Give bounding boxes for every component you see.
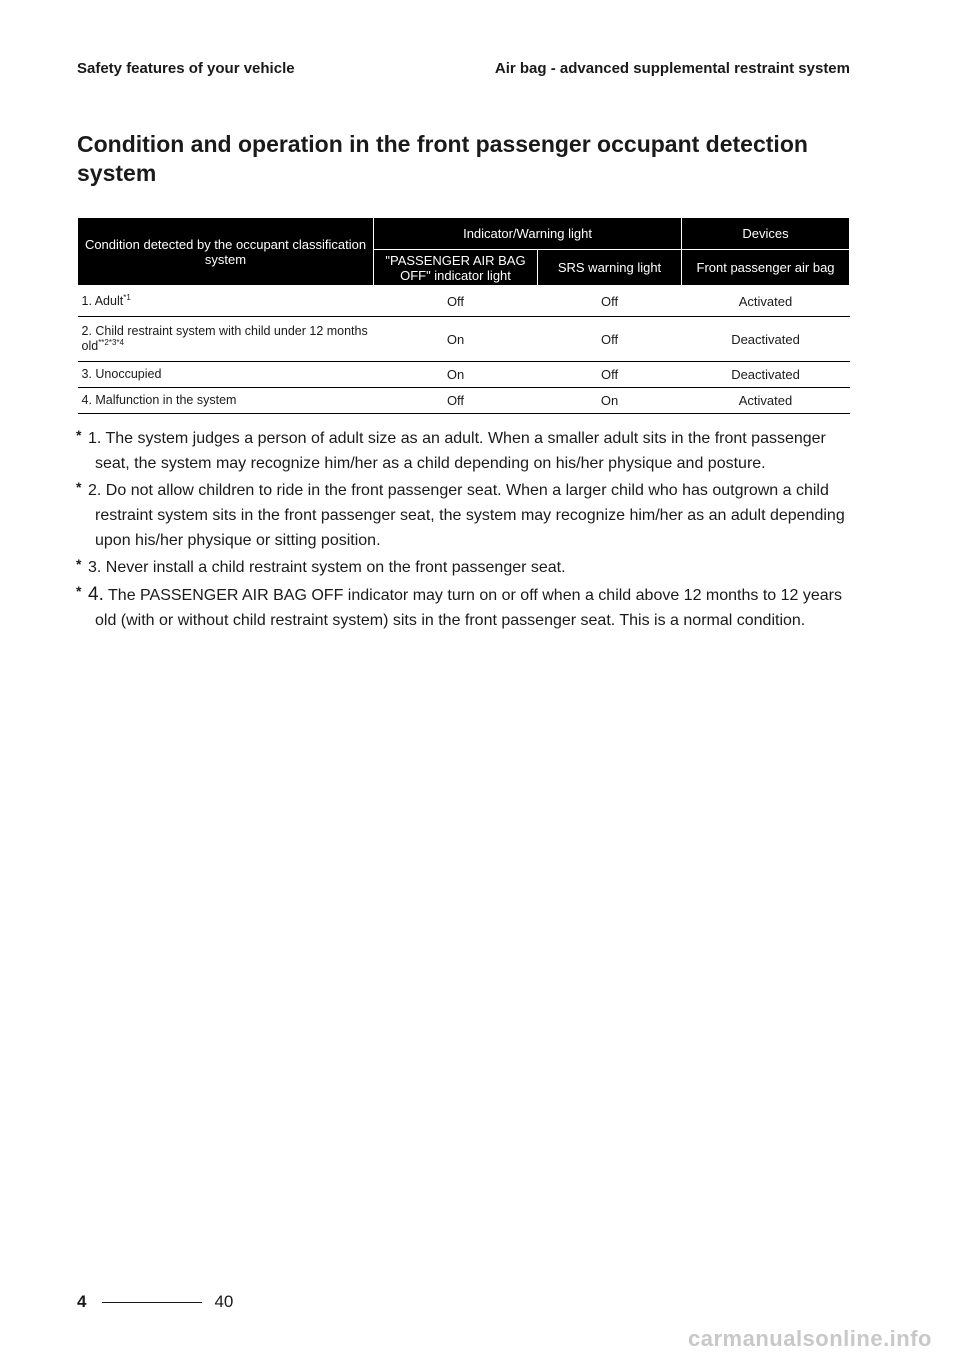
passenger-light-cell: Off [374,286,538,317]
footnote-text: The system judges a person of adult size as an adult. When a smaller adult sits in the front passenger seat, the system may recognize him/her as a child depending on his/her physique and posture. [95,430,826,472]
page-header [77,60,850,77]
asterisk: * [76,479,82,495]
page-title: Condition and operation in the front passenger occupant detection system [77,131,808,186]
condition-cell: 2. Child restraint system with child under 12 months old$^{**2*3*4}$ [78,317,374,362]
header-indicator-group: Indicator/Warning light [374,218,682,250]
srs-light-cell: On [538,388,682,414]
table-row [78,286,850,317]
watermark: carmanualsonline.info [688,1326,932,1351]
condition-cell: 3. Unoccupied [78,362,374,388]
header-devices-group: Devices [682,218,850,250]
footnotes [77,426,852,635]
footnote-text: Do not allow children to ride in the front passenger seat. When a larger child who has outgrown a child restraint system sits in the front passenger seat, the system may recognize him/her as an adult depending upon his/her physique or sitting position. [95,482,845,549]
header-passenger-light: "PASSENGER AIR BAG OFF" indicator light [374,250,538,286]
footnote-number: 2. [88,482,102,499]
airbag-cell: Activated [682,388,850,414]
table-row [78,317,850,362]
footnote-item [77,478,852,553]
chapter-number: 4 [77,1292,87,1311]
occupant-detection-table [77,217,850,414]
footnote-marker: *1 [123,292,131,302]
header-airbag: Front passenger air bag [682,250,850,286]
airbag-cell: Deactivated [682,317,850,362]
passenger-light-cell: Off [374,388,538,414]
header-condition: Condition detected by the occupant classification system [78,218,374,286]
footnote-number: 1. [88,430,102,447]
condition-cell: 1. Adult$^{*1}$ [78,286,374,317]
airbag-cell: Activated [682,286,850,317]
footnote-text: The PASSENGER AIR BAG OFF indicator may turn on or off when a child above 12 months to 12 years old (with or without child restraint system) sits in the front passenger seat. This is a normal condition. [95,587,842,629]
asterisk: * [76,427,82,443]
footnote-item [77,555,852,580]
srs-light-cell: Off [538,286,682,317]
footnote-number: 3. [88,559,102,576]
srs-light-cell: Off [538,317,682,362]
passenger-light-cell: On [374,362,538,388]
table-row [78,362,850,388]
section-title: Safety features of your vehicle [77,60,295,77]
page-footer [77,1292,233,1312]
footnote-text: Never install a child restraint system on the front passenger seat. [105,559,566,576]
subsection-title: Air bag - advanced supplemental restraint system [494,60,850,77]
asterisk: * [76,556,82,572]
footer-divider [102,1302,202,1303]
page-number: 40 [214,1292,234,1311]
footnote-number: 4. [88,584,104,605]
footnote-item [77,426,852,476]
footnote-item [77,582,852,633]
srs-light-cell: Off [538,362,682,388]
table-row [78,388,850,414]
airbag-cell: Deactivated [682,362,850,388]
passenger-light-cell: On [374,317,538,362]
asterisk: * [76,583,82,599]
header-srs-light: SRS warning light [538,250,682,286]
condition-cell: 4. Malfunction in the system [78,388,374,414]
footnote-marker: **2*3*4 [98,337,124,347]
